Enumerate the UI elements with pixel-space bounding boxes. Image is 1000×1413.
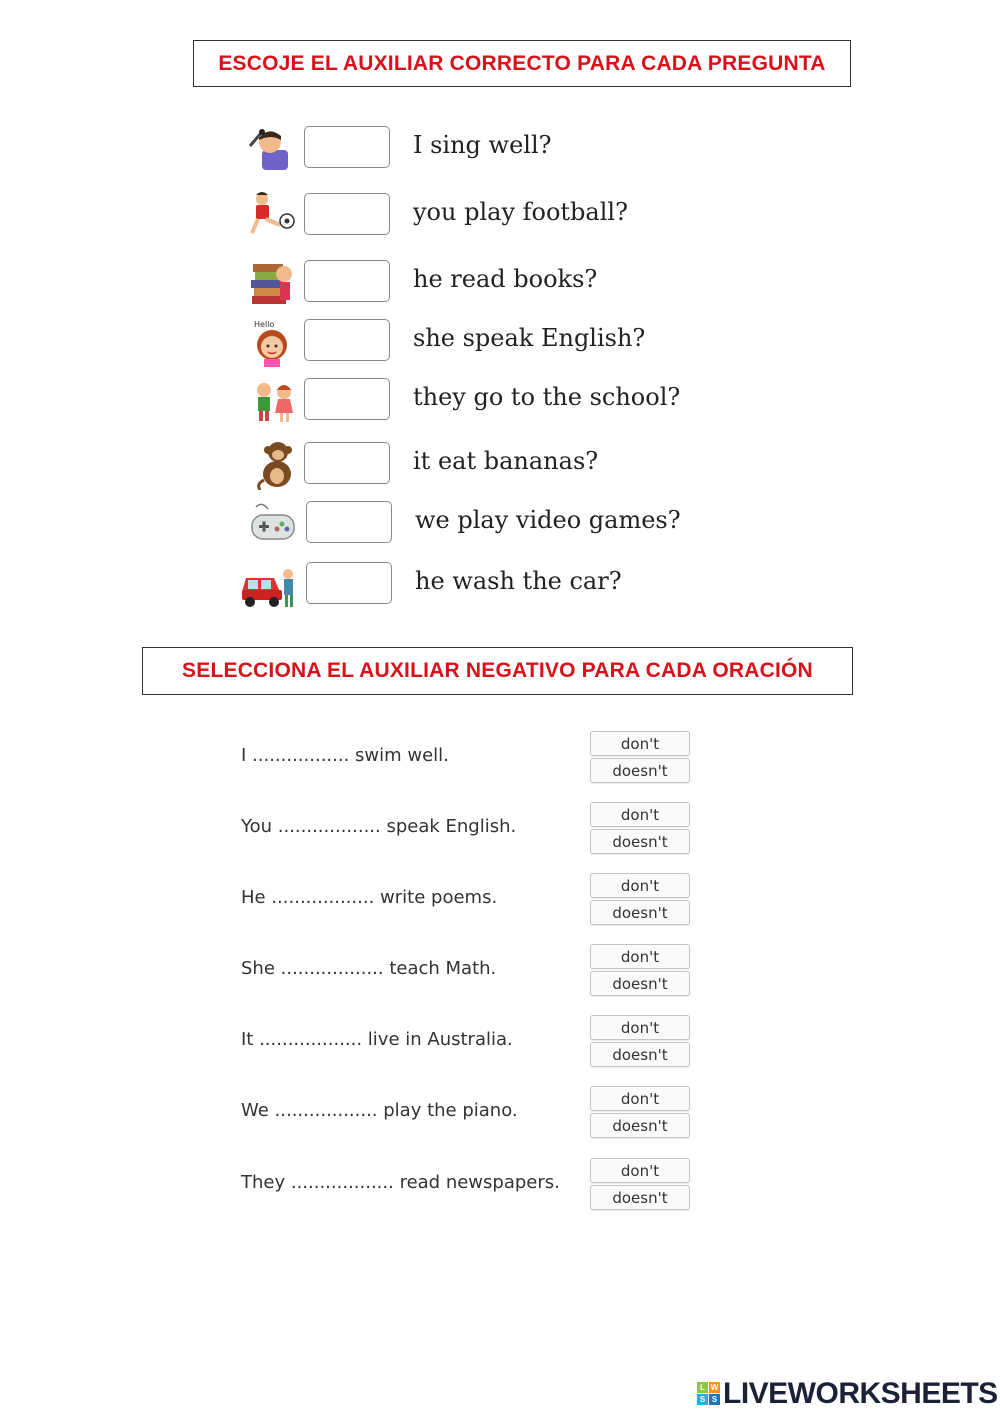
option-dont-button[interactable]: don't (590, 944, 690, 969)
answer-box[interactable] (304, 319, 390, 361)
sentence-row (241, 731, 701, 787)
sentence-row (241, 1158, 701, 1214)
children-icon (240, 376, 296, 426)
option-doesnt-button[interactable]: doesn't (590, 971, 690, 996)
question-text: she speak English? (413, 324, 646, 352)
football-player-icon (240, 191, 296, 241)
option-dont-button[interactable]: don't (590, 1086, 690, 1111)
option-dont-button[interactable]: don't (590, 731, 690, 756)
answer-box[interactable] (306, 562, 392, 604)
section2-heading: SELECCIONA EL AUXILIAR NEGATIVO PARA CADA ORACIÓN (142, 647, 853, 695)
answer-box[interactable] (304, 126, 390, 168)
sentence-row (241, 802, 701, 858)
sentence-text: It .................. live in Australia. (241, 1029, 513, 1050)
sentence-row (241, 1015, 701, 1071)
answer-box[interactable] (304, 378, 390, 420)
monkey-icon (240, 440, 296, 490)
books-stack-icon (240, 258, 296, 308)
girl-hello-icon (240, 317, 296, 367)
option-dont-button[interactable]: don't (590, 1015, 690, 1040)
sentence-row (241, 944, 701, 1000)
answer-box[interactable] (304, 442, 390, 484)
question-text: they go to the school? (413, 383, 681, 411)
question-text: he wash the car? (415, 567, 622, 595)
question-text: we play video games? (415, 506, 681, 534)
liveworksheets-logo-text: LIVEWORKSHEETS (723, 1377, 998, 1410)
sentence-text: She .................. teach Math. (241, 958, 497, 979)
sentence-text: We .................. play the piano. (241, 1100, 518, 1121)
sentence-text: You .................. speak English. (241, 816, 517, 837)
sentence-row (241, 873, 701, 929)
answer-box[interactable] (306, 501, 392, 543)
option-doesnt-button[interactable]: doesn't (590, 1185, 690, 1210)
answer-box[interactable] (304, 260, 390, 302)
option-dont-button[interactable]: don't (590, 873, 690, 898)
option-doesnt-button[interactable]: doesn't (590, 1042, 690, 1067)
sentence-text: He .................. write poems. (241, 887, 498, 908)
option-doesnt-button[interactable]: doesn't (590, 1113, 690, 1138)
sentence-row (241, 1086, 701, 1142)
question-text: I sing well? (413, 131, 552, 159)
sentence-text: I ................. swim well. (241, 745, 449, 766)
svg-text:Hello: Hello (254, 320, 275, 329)
liveworksheets-logo-icon: L W S S (697, 1382, 721, 1406)
option-dont-button[interactable]: don't (590, 802, 690, 827)
question-text: it eat bananas? (413, 447, 599, 475)
option-doesnt-button[interactable]: doesn't (590, 829, 690, 854)
answer-box[interactable] (304, 193, 390, 235)
singing-person-icon (240, 124, 296, 174)
question-text: he read books? (413, 265, 598, 293)
option-doesnt-button[interactable]: doesn't (590, 900, 690, 925)
option-doesnt-button[interactable]: doesn't (590, 758, 690, 783)
liveworksheets-logo (697, 1376, 998, 1412)
option-dont-button[interactable]: don't (590, 1158, 690, 1183)
question-text: you play football? (413, 198, 628, 226)
car-wash-icon (240, 560, 296, 610)
section1-heading: ESCOJE EL AUXILIAR CORRECTO PARA CADA PREGUNTA (193, 40, 851, 87)
sentence-text: They .................. read newspapers. (241, 1172, 560, 1193)
gamepad-icon (240, 499, 296, 549)
